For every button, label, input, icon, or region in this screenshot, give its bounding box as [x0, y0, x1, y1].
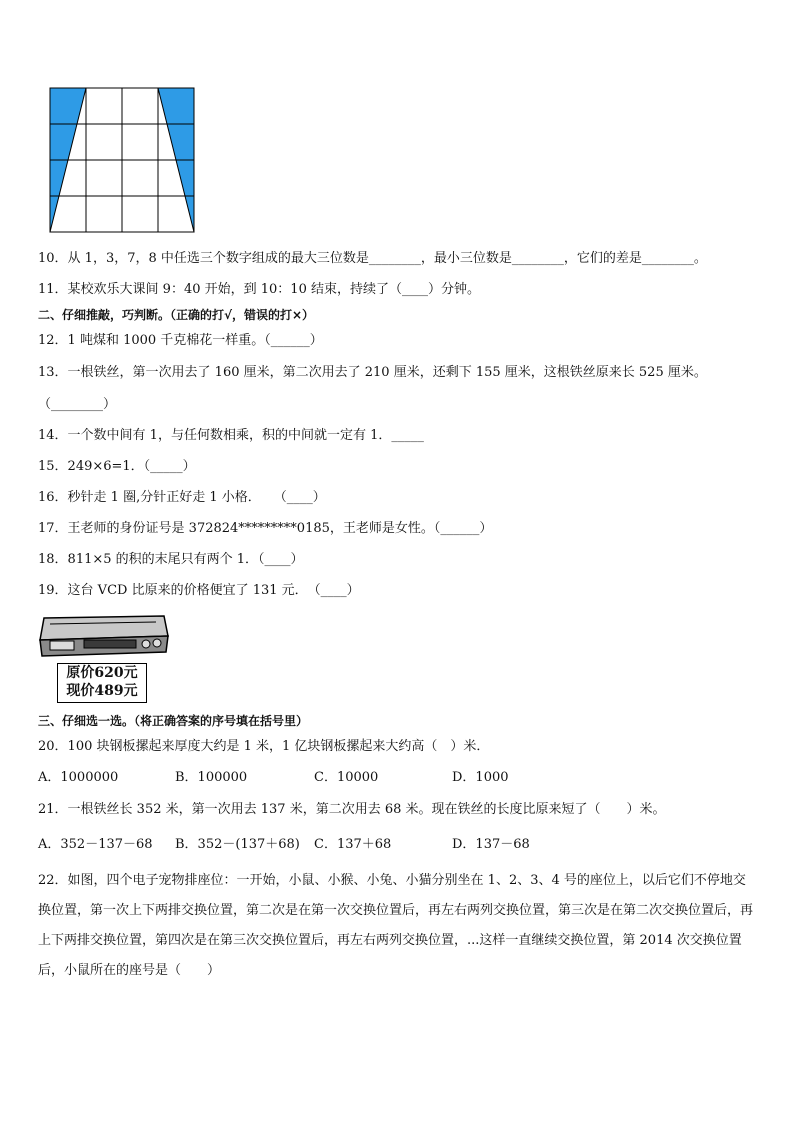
price-now: 现价489元 — [66, 683, 138, 699]
price-tag — [57, 663, 147, 703]
section-2-heading: 二、仔细推敲，巧判断。（正确的打√，错误的打×） — [38, 308, 315, 322]
question-13: 13．一根铁丝，第一次用去了 160 厘米，第二次用去了 210 厘米，还剩下 155 厘米，这根铁丝原来长 525 厘米。 — [38, 365, 707, 380]
question-14: 14．一个数中间有 1，与任何数相乘，积的中间就一定有 1．_____ — [38, 428, 424, 443]
vcd-player-image — [36, 610, 170, 660]
question-11: 11．某校欢乐大课间 9：40 开始，到 10：10 结束，持续了（____）分钟。 — [38, 282, 480, 297]
section-3-heading: 三、仔细选一选。（将正确答案的序号填在括号里） — [38, 714, 309, 728]
question-17: 17．王老师的身份证号是 372824*********0185，王老师是女性。（______） — [38, 521, 493, 536]
question-10: 10．从 1，3，7，8 中任选三个数字组成的最大三位数是________，最小三位数是________，它们的差是________。 — [38, 251, 707, 266]
question-18: 18．811×5 的积的末尾只有两个 1．（____） — [38, 552, 304, 567]
trapezoid-grid-figure — [49, 87, 195, 233]
q20-option-c: C．10000 — [314, 770, 379, 785]
question-20: 20．100 块钢板摞起来厚度大约是 1 米，1 亿块钢板摞起来大约高（ ）米． — [38, 739, 490, 754]
price-original: 原价620元 — [66, 665, 138, 681]
q21-option-d: D．137－68 — [452, 837, 530, 852]
q21-option-b: B．352－(137＋68) — [175, 837, 300, 852]
question-16: 16．秒针走 1 圈,分针正好走 1 小格． （____） — [38, 490, 326, 505]
q20-option-b: B．100000 — [175, 770, 248, 785]
question-15: 15．249×6=1．（_____） — [38, 459, 196, 474]
question-19: 19．这台 VCD 比原来的价格便宜了 131 元． （____） — [38, 583, 360, 598]
question-22: 22．如图，四个电子宠物排座位：一开始，小鼠、小猴、小兔、小猫分别坐在 1、2、3、4 号的座位上，以后它们不停地交换位置，第一次上下两排交换位置，第二次是在第一次交换位置后，再左右两列交换位置，第三次是在第二次交换位置后，再上下两排交换位置，第四次是在第三次交换位置后，再左右两列交换位置，...这样一直继续交换位置，第 2014 次交换位置后，小鼠所在的座号是（ ） — [38, 873, 754, 978]
question-21: 21．一根铁丝长 352 米，第一次用去 137 米，第二次用去 68 米。现在铁丝的长度比原来短了（ ）米。 — [38, 802, 666, 817]
question-12: 12．1 吨煤和 1000 千克棉花一样重。（______） — [38, 333, 323, 348]
q21-option-c: C．137＋68 — [314, 837, 392, 852]
q20-option-a: A．1000000 — [38, 770, 119, 785]
q20-option-d: D．1000 — [452, 770, 509, 785]
question-13-blank: （________） — [38, 397, 117, 412]
q21-option-a: A．352－137－68 — [38, 837, 153, 852]
